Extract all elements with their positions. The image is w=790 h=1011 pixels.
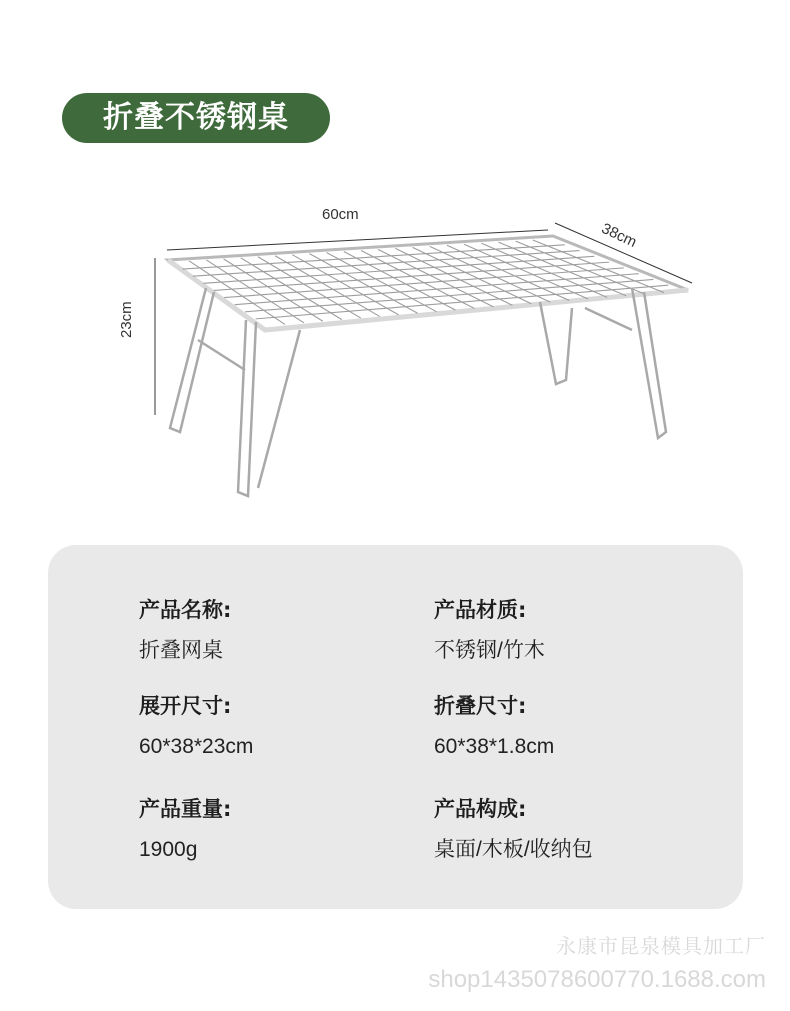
watermark-shop-url: shop1435078600770.1688.com bbox=[428, 966, 766, 993]
spec-value: 桌面/木板/收纳包 bbox=[434, 838, 593, 861]
product-title-badge: 折叠不锈钢桌 bbox=[62, 93, 330, 143]
spec-label: 折叠尺寸: bbox=[434, 694, 527, 718]
mesh-wire bbox=[203, 256, 594, 283]
width-label: 60cm bbox=[322, 206, 359, 223]
spec-label: 展开尺寸: bbox=[139, 694, 232, 718]
spec-folded-size bbox=[434, 691, 714, 762]
spec-product-name bbox=[139, 595, 419, 666]
spec-label: 产品材质: bbox=[434, 598, 527, 622]
spec-label: 产品构成: bbox=[434, 797, 527, 821]
spec-card bbox=[48, 545, 743, 909]
spec-open-size bbox=[139, 691, 419, 762]
spec-label: 产品重量: bbox=[139, 797, 232, 821]
spec-composition bbox=[434, 794, 714, 865]
spec-value: 60*38*1.8cm bbox=[434, 735, 555, 758]
spec-material bbox=[434, 595, 714, 666]
spec-value: 折叠网桌 bbox=[139, 639, 223, 662]
depth-label: 38cm bbox=[598, 220, 640, 251]
spec-value: 不锈钢/竹木 bbox=[434, 639, 545, 662]
watermark-company: 永康市昆泉模具加工厂 bbox=[556, 936, 766, 958]
folding-table-illustration bbox=[0, 180, 790, 510]
spec-value: 1900g bbox=[139, 838, 198, 861]
spec-value: 60*38*23cm bbox=[139, 735, 254, 758]
table-legs bbox=[170, 288, 666, 496]
height-label: 23cm bbox=[118, 301, 135, 338]
product-image bbox=[0, 180, 790, 510]
spec-weight bbox=[139, 794, 419, 865]
spec-label: 产品名称: bbox=[139, 598, 232, 622]
